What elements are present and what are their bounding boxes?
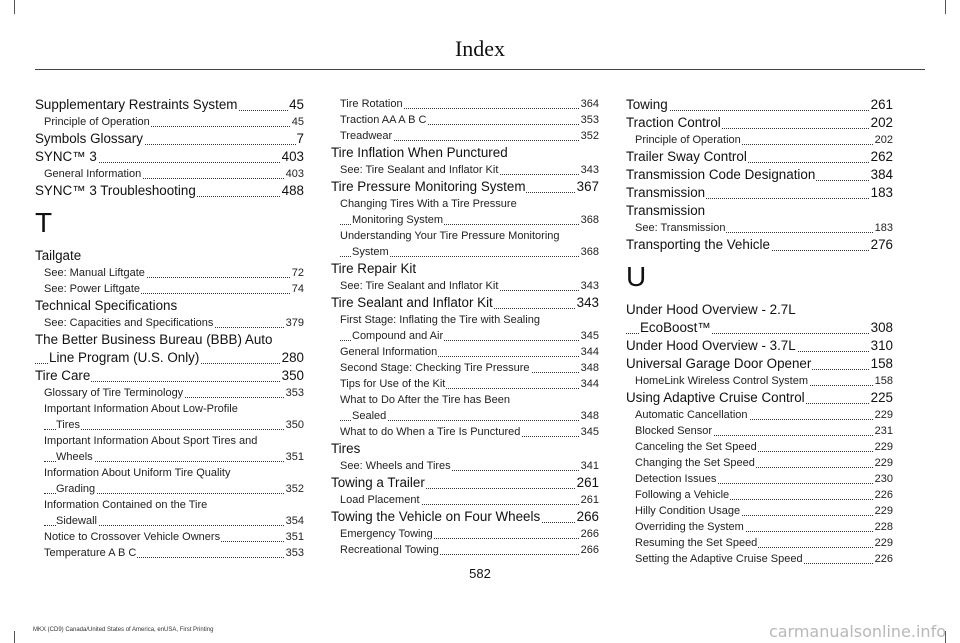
- entry-label: Tire Care: [35, 368, 91, 383]
- index-entry[interactable]: [626, 301, 893, 337]
- page-ref[interactable]: 7: [296, 131, 304, 146]
- index-subentry[interactable]: [331, 278, 599, 294]
- index-subentry[interactable]: [35, 433, 304, 465]
- entry-label: Tires: [331, 441, 361, 456]
- index-entry[interactable]: [626, 337, 893, 355]
- watermark: carmanualsonline.info: [768, 622, 946, 641]
- entry-label: Canceling the Set Speed: [635, 441, 757, 453]
- page-ref[interactable]: 350: [281, 368, 304, 383]
- index-entry[interactable]: [331, 474, 599, 492]
- page-ref[interactable]: 226: [874, 553, 893, 565]
- entry-label: Tire Repair Kit: [331, 261, 417, 276]
- page-ref[interactable]: 344: [580, 378, 599, 390]
- entry-label: Traction Control: [626, 115, 721, 130]
- entry-label-continued: Grading: [56, 483, 96, 495]
- index-subentry[interactable]: [626, 439, 893, 455]
- page-number: 582: [469, 566, 491, 581]
- index-entry[interactable]: [626, 96, 893, 114]
- entry-label: See: Tire Sealant and Inflator Kit: [340, 164, 499, 176]
- index-subentry[interactable]: [331, 424, 599, 440]
- entry-label: Emergency Towing: [340, 528, 433, 540]
- entry-label: Detection Issues: [635, 473, 717, 485]
- entry-label: Blocked Sensor: [635, 425, 713, 437]
- entry-label-continued: Wheels: [56, 451, 93, 463]
- page-ref[interactable]: 229: [874, 537, 893, 549]
- index-subentry[interactable]: [626, 407, 893, 423]
- entry-label: Using Adaptive Cruise Control: [626, 390, 805, 405]
- entry-label: Information Contained on the Tire: [44, 499, 208, 511]
- entry-label: Automatic Cancellation: [635, 409, 748, 421]
- entry-label: What to Do After the Tire has Been: [340, 394, 510, 406]
- index-subentry[interactable]: [331, 96, 599, 112]
- entry-label: Important Information About Sport Tires and: [44, 435, 258, 447]
- entry-label: Technical Specifications: [35, 298, 178, 313]
- index-subentry[interactable]: [331, 542, 599, 558]
- page-ref[interactable]: 261: [580, 494, 599, 506]
- page-ref[interactable]: 348: [580, 362, 599, 374]
- title-divider: [35, 69, 925, 70]
- page-ref[interactable]: 348: [580, 410, 599, 422]
- page-ref[interactable]: 266: [576, 509, 599, 524]
- page-ref[interactable]: 344: [580, 346, 599, 358]
- entry-label: Tire Sealant and Inflator Kit: [331, 295, 493, 310]
- index-subentry[interactable]: [35, 281, 304, 297]
- index-subentry[interactable]: [626, 132, 893, 148]
- page-ref[interactable]: 367: [576, 179, 599, 194]
- entry-label-continued: Line Program (U.S. Only): [49, 350, 200, 365]
- page-title: Index: [454, 36, 506, 61]
- entry-label: See: Tire Sealant and Inflator Kit: [340, 280, 499, 292]
- index-column-2: [331, 96, 599, 558]
- edition-footer: MKX (CD9) Canada/United States of America, enUSA, First Printing: [33, 627, 214, 633]
- index-entry[interactable]: [626, 184, 893, 202]
- page-ref[interactable]: 280: [281, 350, 304, 365]
- index-subentry[interactable]: [35, 166, 304, 182]
- page-ref[interactable]: 183: [874, 222, 893, 234]
- entry-label: Symbols Glossary: [35, 131, 143, 146]
- page-ref[interactable]: 72: [291, 267, 304, 279]
- entry-label-continued: Compound and Air: [352, 330, 444, 342]
- page-ref[interactable]: 266: [580, 544, 599, 556]
- index-subentry[interactable]: [35, 114, 304, 130]
- entry-label: Transmission: [626, 203, 706, 218]
- crop-mark-top-left: [14, 0, 15, 14]
- entry-label: Hilly Condition Usage: [635, 505, 741, 517]
- crop-mark-top-right: [945, 0, 946, 14]
- entry-label: Under Hood Overview - 2.7L: [626, 302, 796, 317]
- page-ref[interactable]: 226: [874, 489, 893, 501]
- entry-label-continued: System: [352, 246, 389, 258]
- entry-label-continued: Monitoring System: [352, 214, 444, 226]
- entry-label: Tire Pressure Monitoring System: [331, 179, 526, 194]
- entry-label: Tire Rotation: [340, 98, 403, 110]
- index-subentry[interactable]: [626, 519, 893, 535]
- index-subentry[interactable]: [626, 487, 893, 503]
- entry-label: Information About Uniform Tire Quality: [44, 467, 231, 479]
- entry-label: Following a Vehicle: [635, 489, 730, 501]
- page-ref[interactable]: 403: [285, 168, 304, 180]
- entry-label: Tire Inflation When Punctured: [331, 145, 508, 160]
- page-ref[interactable]: 353: [285, 387, 304, 399]
- index-subentry[interactable]: [626, 471, 893, 487]
- page-ref[interactable]: 261: [576, 475, 599, 490]
- dot-leader: [44, 429, 304, 430]
- entry-label: Towing: [626, 97, 668, 112]
- index-subentry[interactable]: [331, 376, 599, 392]
- page-ref[interactable]: 229: [874, 505, 893, 517]
- page-ref[interactable]: 266: [580, 528, 599, 540]
- entry-label: Recreational Towing: [340, 544, 439, 556]
- entry-label: General Information: [44, 168, 142, 180]
- entry-label: HomeLink Wireless Control System: [635, 375, 808, 387]
- entry-label: Principle of Operation: [44, 116, 150, 128]
- entry-label-continued: Sidewall: [56, 515, 97, 527]
- index-entry[interactable]: [626, 389, 893, 407]
- entry-label: See: Manual Liftgate: [44, 267, 145, 279]
- page-ref[interactable]: 183: [870, 185, 893, 200]
- page-ref[interactable]: 343: [580, 280, 599, 292]
- page-ref[interactable]: 403: [281, 149, 304, 164]
- entry-label: First Stage: Inflating the Tire with Sealing: [340, 314, 540, 326]
- page-ref[interactable]: 261: [870, 97, 893, 112]
- entry-label: Load Placement: [340, 494, 420, 506]
- entry-label: Glossary of Tire Terminology: [44, 387, 184, 399]
- index-column-3: [626, 96, 893, 567]
- index-entry[interactable]: [331, 508, 599, 526]
- entry-label: Transmission: [626, 185, 706, 200]
- index-subentry[interactable]: [626, 373, 893, 389]
- page-ref[interactable]: 262: [870, 149, 893, 164]
- index-subentry[interactable]: [626, 535, 893, 551]
- index-subentry[interactable]: [331, 312, 599, 344]
- index-subentry[interactable]: [331, 128, 599, 144]
- entry-label: Second Stage: Checking Tire Pressure: [340, 362, 530, 374]
- page-ref[interactable]: 350: [285, 419, 304, 431]
- index-entry[interactable]: [35, 331, 304, 367]
- entry-label-continued: Sealed: [352, 410, 387, 422]
- entry-label: SYNC™ 3: [35, 149, 97, 164]
- page-ref[interactable]: 345: [580, 426, 599, 438]
- entry-label: Principle of Operation: [635, 134, 741, 146]
- page-ref[interactable]: 229: [874, 409, 893, 421]
- index-entry[interactable]: [626, 166, 893, 184]
- index-entry[interactable]: [35, 367, 304, 385]
- index-subentry[interactable]: [626, 551, 893, 567]
- page-ref[interactable]: 229: [874, 441, 893, 453]
- section-letter: T: [35, 207, 53, 238]
- index-subentry[interactable]: [331, 344, 599, 360]
- entry-label: General Information: [340, 346, 438, 358]
- index-subentry[interactable]: [331, 492, 599, 508]
- page-ref[interactable]: 351: [285, 451, 304, 463]
- entry-label: Universal Garage Door Opener: [626, 356, 812, 371]
- index-entry[interactable]: [626, 202, 893, 220]
- entry-label: Transporting the Vehicle: [626, 237, 770, 252]
- entry-label: Treadwear: [340, 130, 393, 142]
- page-ref[interactable]: 229: [874, 457, 893, 469]
- entry-label: Changing Tires With a Tire Pressure: [340, 198, 517, 210]
- entry-label: Traction AA A B C: [340, 114, 427, 126]
- page-ref[interactable]: 488: [281, 183, 304, 198]
- index-entry[interactable]: [331, 440, 599, 458]
- index-subentry[interactable]: [626, 423, 893, 439]
- entry-label: See: Power Liftgate: [44, 283, 141, 295]
- entry-label: Notice to Crossover Vehicle Owners: [44, 531, 221, 543]
- crop-mark-bottom-left: [14, 631, 15, 643]
- index-entry[interactable]: [626, 114, 893, 132]
- entry-label: Supplementary Restraints System: [35, 97, 238, 112]
- entry-label: Tips for Use of the Kit: [340, 378, 446, 390]
- entry-label: See: Capacities and Specifications: [44, 317, 214, 329]
- index-subentry[interactable]: [331, 526, 599, 542]
- page-ref[interactable]: 45: [289, 97, 304, 112]
- page-ref[interactable]: 158: [874, 375, 893, 387]
- entry-label: Overriding the System: [635, 521, 744, 533]
- page-ref[interactable]: 353: [580, 114, 599, 126]
- index-entry[interactable]: [35, 96, 304, 114]
- index-subentry[interactable]: [331, 392, 599, 424]
- entry-label: Resuming the Set Speed: [635, 537, 758, 549]
- index-entry[interactable]: [35, 148, 304, 166]
- index-entry[interactable]: [626, 148, 893, 166]
- page-ref[interactable]: 341: [580, 460, 599, 472]
- index-subentry[interactable]: [626, 503, 893, 519]
- page-ref[interactable]: 352: [580, 130, 599, 142]
- page-ref[interactable]: 345: [580, 330, 599, 342]
- page-ref[interactable]: 352: [285, 483, 304, 495]
- index-column-1: [35, 96, 304, 561]
- index-subentry[interactable]: [331, 228, 599, 260]
- index-subentry[interactable]: [626, 220, 893, 236]
- index-subentry[interactable]: [35, 529, 304, 545]
- page-ref[interactable]: 45: [291, 116, 304, 128]
- index-entry[interactable]: [626, 236, 893, 254]
- index-subentry[interactable]: [35, 545, 304, 561]
- entry-label-continued: EcoBoost™: [640, 320, 711, 335]
- index-subentry[interactable]: [331, 162, 599, 178]
- page-ref[interactable]: 354: [285, 515, 304, 527]
- index-subentry[interactable]: [331, 112, 599, 128]
- entry-label: Setting the Adaptive Cruise Speed: [635, 553, 803, 565]
- entry-label: Important Information About Low-Profile: [44, 403, 238, 415]
- index-entry[interactable]: [331, 144, 599, 162]
- entry-label: See: Wheels and Tires: [340, 460, 451, 472]
- index-entry[interactable]: [331, 178, 599, 196]
- index-subentry[interactable]: [35, 497, 304, 529]
- index-subentry[interactable]: [331, 360, 599, 376]
- index-entry[interactable]: [626, 355, 893, 373]
- page-ref[interactable]: 384: [870, 167, 893, 182]
- index-subentry[interactable]: [35, 401, 304, 433]
- page-ref[interactable]: 343: [576, 295, 599, 310]
- index-subentry[interactable]: [35, 465, 304, 497]
- index-subentry[interactable]: [626, 455, 893, 471]
- index-subentry[interactable]: [35, 265, 304, 281]
- page-ref[interactable]: 158: [870, 356, 893, 371]
- page-ref[interactable]: 351: [285, 531, 304, 543]
- page-ref[interactable]: 379: [285, 317, 304, 329]
- page-ref[interactable]: 202: [870, 115, 893, 130]
- entry-label: SYNC™ 3 Troubleshooting: [35, 183, 196, 198]
- index-entry[interactable]: [35, 247, 304, 265]
- page-ref[interactable]: 308: [870, 320, 893, 335]
- page-ref[interactable]: 353: [285, 547, 304, 559]
- index-subentry[interactable]: [35, 385, 304, 401]
- index-entry[interactable]: [331, 260, 599, 278]
- entry-label: Understanding Your Tire Pressure Monitoring: [340, 230, 560, 242]
- index-subentry[interactable]: [331, 196, 599, 228]
- page-ref[interactable]: 228: [874, 521, 893, 533]
- index-entry[interactable]: [331, 294, 599, 312]
- entry-label: Under Hood Overview - 3.7L: [626, 338, 796, 353]
- entry-label: Tailgate: [35, 248, 82, 263]
- page-ref[interactable]: 231: [874, 425, 893, 437]
- page-ref[interactable]: 368: [580, 246, 599, 258]
- index-entry[interactable]: [35, 182, 304, 200]
- index-entry[interactable]: [35, 297, 304, 315]
- entry-label: Temperature A B C: [44, 547, 137, 559]
- entry-label: See: Transmission: [635, 222, 726, 234]
- page-ref[interactable]: 276: [870, 237, 893, 252]
- index-subentry[interactable]: [331, 458, 599, 474]
- entry-label: The Better Business Bureau (BBB) Auto: [35, 332, 273, 347]
- page-ref[interactable]: 364: [580, 98, 599, 110]
- page-ref[interactable]: 368: [580, 214, 599, 226]
- index-entry[interactable]: [35, 130, 304, 148]
- index-subentry[interactable]: [35, 315, 304, 331]
- page-ref[interactable]: 74: [291, 283, 304, 295]
- page-ref[interactable]: 225: [870, 390, 893, 405]
- section-letter: U: [626, 261, 647, 292]
- page-ref[interactable]: 230: [874, 473, 893, 485]
- entry-label: Transmission Code Designation: [626, 167, 816, 182]
- page-ref[interactable]: 202: [874, 134, 893, 146]
- entry-label-continued: Tires: [56, 419, 81, 431]
- entry-label: Trailer Sway Control: [626, 149, 747, 164]
- page-ref[interactable]: 310: [870, 338, 893, 353]
- entry-label: What to do When a Tire Is Punctured: [340, 426, 521, 438]
- entry-label: Changing the Set Speed: [635, 457, 755, 469]
- entry-label: Towing a Trailer: [331, 475, 425, 490]
- entry-label: Towing the Vehicle on Four Wheels: [331, 509, 541, 524]
- page-ref[interactable]: 343: [580, 164, 599, 176]
